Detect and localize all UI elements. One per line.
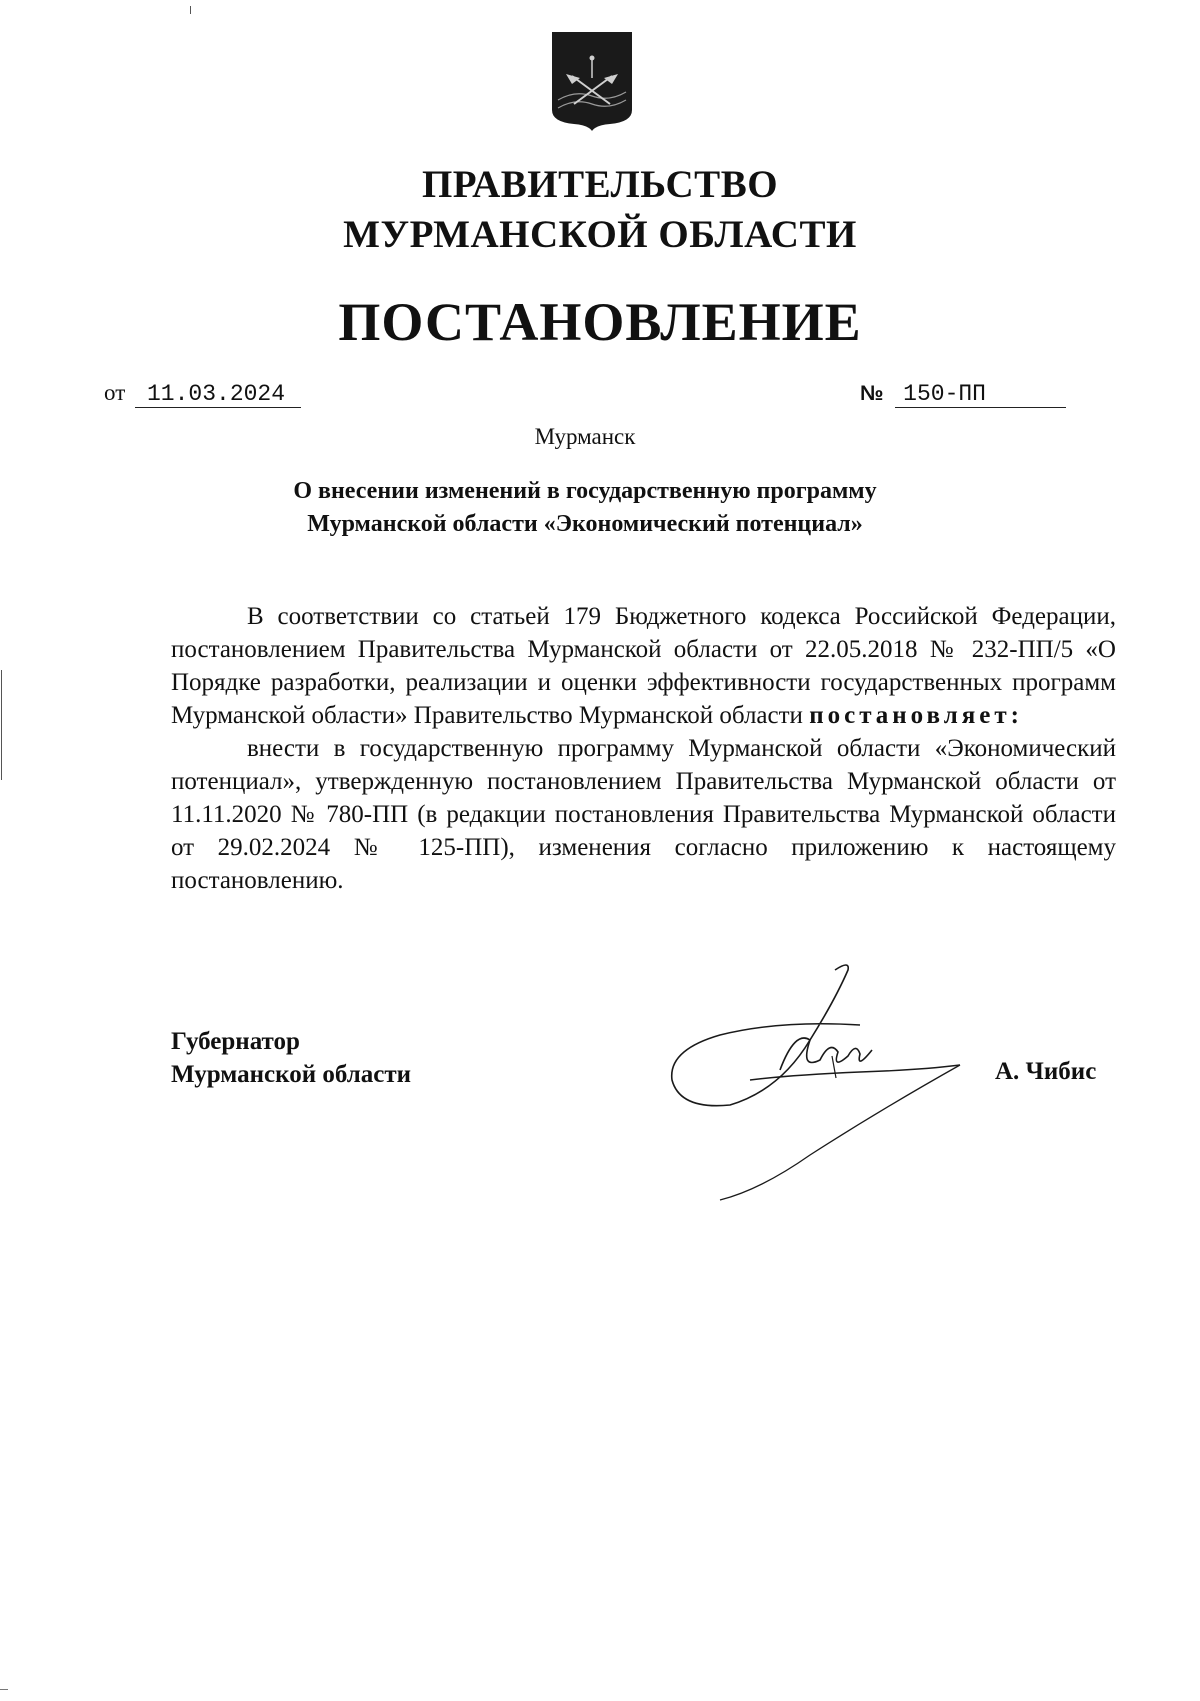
body-paragraph xyxy=(171,600,1116,732)
subject-line: О внесении изменений в государственную программу xyxy=(293,478,877,504)
signer-title-line: Мурманской области xyxy=(171,1061,412,1088)
body-paragraph-text: В соответствии со статьей 179 Бюджетного кодекса Российской Федерации, постановлением Правительства Мурманской области от 22.05.2018 № 232-ПП/5 «О Порядке разработки, реализации и оценки эффективности государственных программ Мурманской области» Правительство Мурманской области xyxy=(171,603,1116,729)
document-city: Мурманск xyxy=(534,424,636,449)
scan-mark xyxy=(0,1689,8,1690)
document-number-row xyxy=(860,380,1066,408)
body-paragraph: внести в государственную программу Мурманской области «Экономический потенциал», утвержденную постановлением Правительства Мурманской области от 11.11.2020 № 780-ПП (в редакции постановления Правительства Мурманской области от 29.02.2024 № 125-ПП), изменения согласно приложению к настоящему постановлению. xyxy=(171,735,1116,894)
scan-mark xyxy=(190,6,191,14)
handwritten-signature-icon xyxy=(660,960,1000,1240)
document-date-row xyxy=(104,380,301,408)
signer-title-line: Губернатор xyxy=(171,1028,300,1055)
subject-line: Мурманской области «Экономический потенциал» xyxy=(307,511,863,537)
resolution-keyword: постановляет: xyxy=(809,702,1023,729)
government-title-line: ПРАВИТЕЛЬСТВО xyxy=(421,163,779,206)
document-subject xyxy=(0,475,1170,541)
signer-title xyxy=(171,1025,411,1091)
signer-name: А. Чибис xyxy=(995,1058,1097,1085)
murmansk-coat-of-arms-icon xyxy=(550,30,634,132)
document-body xyxy=(171,600,1116,897)
document-number: 150-ПП xyxy=(895,381,1066,408)
government-title xyxy=(0,160,1200,260)
government-title-line: МУРМАНСКОЙ ОБЛАСТИ xyxy=(343,213,857,256)
date-prefix: от xyxy=(104,380,126,405)
document-date: 11.03.2024 xyxy=(135,381,301,408)
scan-mark xyxy=(1,670,2,780)
number-sign: № xyxy=(860,382,884,405)
document-type-title: ПОСТАНОВЛЕНИЕ xyxy=(338,292,862,352)
